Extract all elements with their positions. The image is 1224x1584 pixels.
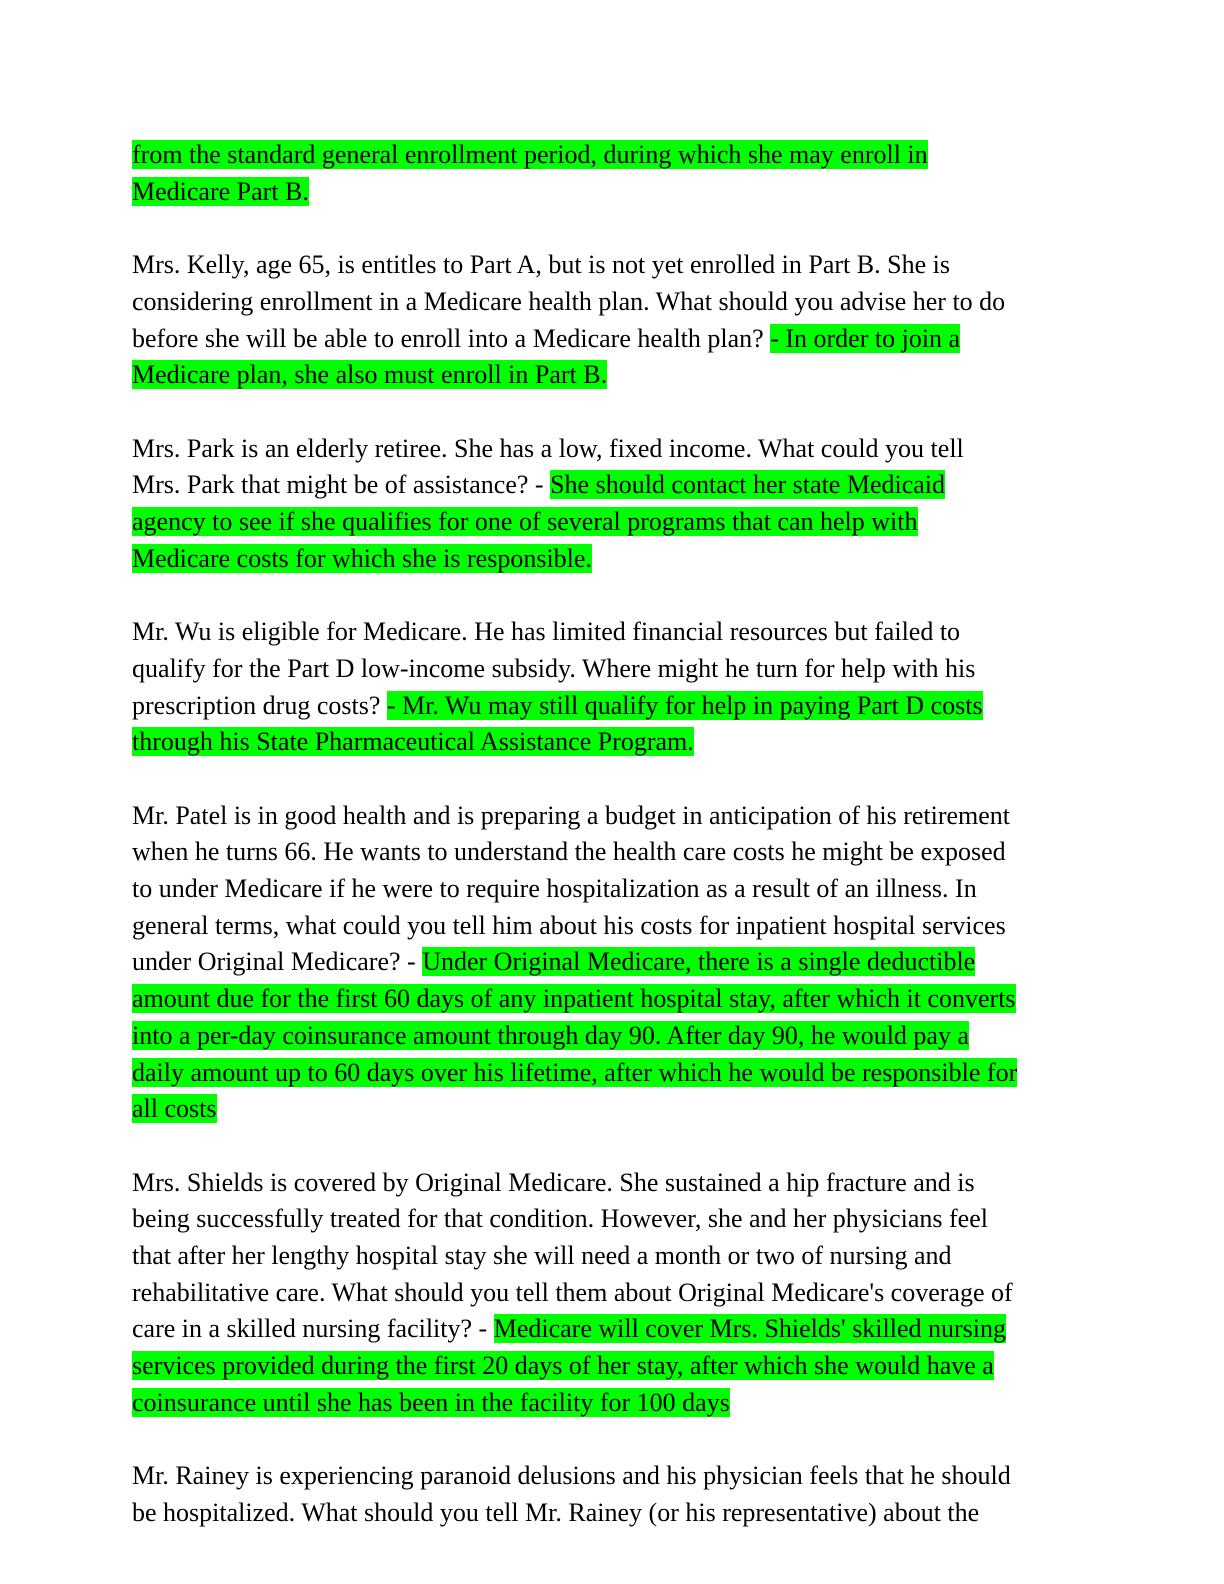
qa-paragraph-enrollment-period bbox=[132, 137, 1092, 210]
question-text: Mr. Wu is eligible for Medicare. He has limited financial resources but failed to qualify for the Part D low-income subsidy. Where might he turn for help with his prescription drug costs? bbox=[132, 617, 976, 720]
qa-paragraph-patel bbox=[132, 798, 1092, 1128]
question-text: Mr. Patel is in good health and is preparing a budget in anticipation of his retirement when he turns 66. He wants to understand the health care costs he might be exposed to under Medicare if he were to require hospitalization as a result of an illness. In general terms, what could you tell him about his costs for inpatient hospital services under Original Medicare? - bbox=[132, 800, 1011, 977]
question-text: Mrs. Park is an elderly retiree. She has a low, fixed income. What could you tell Mrs. Park that might be of assistance? - bbox=[132, 433, 964, 500]
highlighted-answer: Medicare will cover Mrs. Shields' skilled nursing services provided during the first 20 days of her stay, after which she would have a coinsurance until she has been in the facility for 100 days bbox=[132, 1314, 1007, 1417]
highlighted-answer: Under Original Medicare, there is a single deductible amount due for the first 60 days of any inpatient hospital stay, after which it converts into a per-day coinsurance amount through day 90. After day 90, he would pay a daily amount up to 60 days over his lifetime, after which he would be responsible for all costs bbox=[132, 947, 1018, 1124]
qa-paragraph-kelly bbox=[132, 247, 1092, 394]
highlighted-answer: from the standard general enrollment period, during which she may enroll in Medicare Part B. bbox=[132, 140, 928, 206]
question-text: Mr. Rainey is experiencing paranoid delusions and his physician feels that he should be hospitalized. What should you tell Mr. Rainey (or his representative) about the bbox=[132, 1461, 1011, 1527]
highlighted-answer: - In order to join a Medicare plan, she also must enroll in Part B. bbox=[132, 323, 961, 390]
highlighted-answer: - Mr. Wu may still qualify for help in paying Part D costs through his State Pharmaceutical Assistance Program. bbox=[132, 690, 983, 757]
document-page bbox=[132, 137, 1092, 1568]
question-text: Mrs. Kelly, age 65, is entitles to Part A, but is not yet enrolled in Part B. She is considering enrollment in a Medicare health plan. What should you advise her to do before she will be able to enroll into a Medicare health plan? bbox=[132, 250, 1006, 353]
qa-paragraph-rainey bbox=[132, 1458, 1092, 1531]
question-text: Mrs. Shields is covered by Original Medicare. She sustained a hip fracture and is being successfully treated for that condition. However, she and her physicians feel that after her lengthy hospital stay she will need a month or two of nursing and rehabilitative care. What should you tell them about Original Medicare's coverage of care in a skilled nursing facility? - bbox=[132, 1167, 1013, 1344]
qa-paragraph-shields bbox=[132, 1165, 1092, 1422]
qa-paragraph-wu bbox=[132, 614, 1092, 761]
highlighted-answer: She should contact her state Medicaid agency to see if she qualifies for one of several programs that can help with Medicare costs for which she is responsible. bbox=[132, 470, 946, 573]
qa-paragraph-park bbox=[132, 431, 1092, 578]
